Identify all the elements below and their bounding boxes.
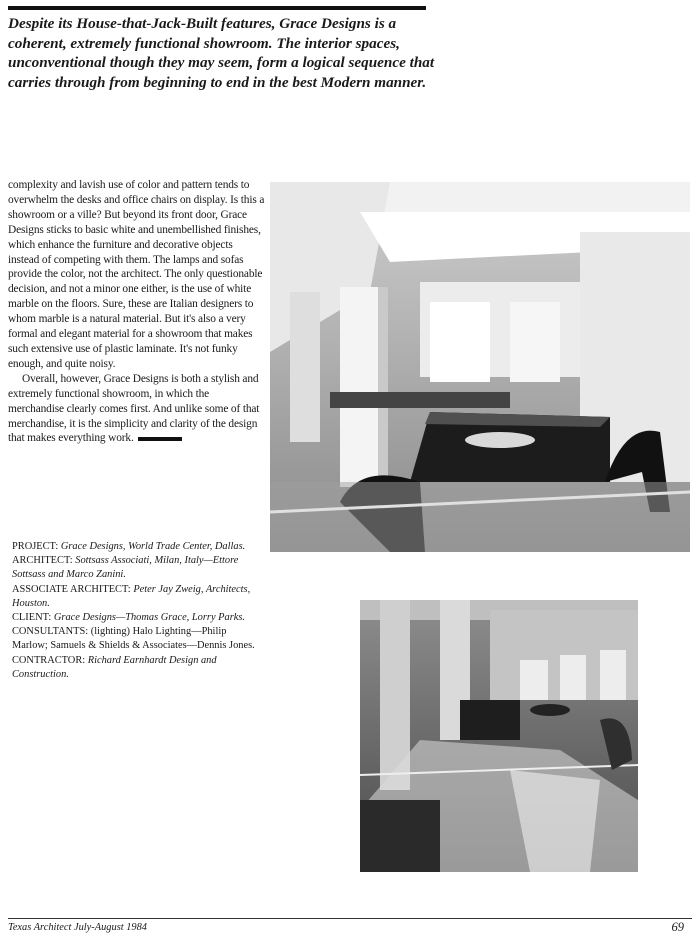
credit-label: PROJECT: (12, 541, 59, 552)
top-rule (8, 6, 426, 10)
pull-quote-line: Despite its House-that-Jack-Built features, Grace Designs is a (8, 15, 397, 32)
credit-associate-architect (12, 583, 262, 611)
body-paragraph: complexity and lavish use of color and pattern tends to overwhelm the desks and office chairs on display. Is this a showroom or a ville? But beyond its front door, Grace Designs sticks to basic white and unembellished finishes, which enhance the furniture and decorative objects instead of competing with them. The lamps and sofas provide the color, not the architect. The only questionable decision, and not a minor one either, is the use of white marble on the floors. Sure, these are Italian designers to whom marble is a natural material. But it's also a very formal and elegant material for a showroom that makes such extensive use of plastic laminate. It's not funky enough, and quite noisy. (8, 179, 265, 370)
credit-value: Grace Designs—Thomas Grace, Lorry Parks. (53, 612, 245, 624)
credit-project (12, 540, 262, 554)
pull-quote-line: unconventional though they may seem, form a logical sequence that (8, 54, 435, 71)
pull-quote (8, 14, 438, 92)
credit-value: Sottsass Associati, Milan, Italy—Ettore Sottsass and Marco Zanini. (12, 555, 239, 581)
body-paragraph-final (8, 372, 266, 447)
credit-value: Richard Earnhardt Design and Construction. (12, 654, 217, 680)
gallery-photo-drawing (360, 600, 638, 872)
showroom-photo-gallery (360, 600, 638, 872)
credit-architect (12, 554, 262, 582)
credit-value: Peter Jay Zweig, Architects, Houston. (12, 583, 251, 609)
showroom-photo-dining-table (270, 182, 690, 552)
credit-label: ARCHITECT: (12, 555, 73, 567)
credit-label: CONSULTANTS: (12, 626, 89, 638)
pull-quote-line: coherent, extremely functional showroom. The interior spaces, (8, 34, 400, 52)
footer-rule (8, 918, 692, 919)
pull-quote-line: carries through from beginning to end in the best Modern manner. (8, 73, 427, 91)
credit-label: CLIENT: (12, 612, 52, 624)
credit-client (12, 611, 262, 625)
end-mark (138, 437, 182, 441)
credit-label: ASSOCIATE ARCHITECT: (12, 583, 131, 595)
project-credits (12, 540, 262, 682)
credit-consultants (12, 625, 262, 653)
page-number: 69 (671, 920, 684, 934)
credit-value: (lighting) Halo Lighting—Philip Marlow; Samuels & Shields & Associates—Dennis Jones. (12, 626, 255, 652)
showroom-photo-drawing (270, 182, 690, 552)
credit-label: CONTRACTOR: (12, 654, 86, 666)
credit-value: Grace Designs, World Trade Center, Dallas. (60, 541, 246, 552)
credit-contractor (12, 654, 262, 682)
body-paragraph-text: Overall, however, Grace Designs is both a stylish and extremely functional showroom, in which the merchandise clearly comes first. And unlike some of that merchandise, it is the simplicity and clarity of the design that makes everything work. (8, 372, 260, 445)
journal-footer: Texas Architect July-August 1984 (8, 922, 147, 933)
article-body-column (8, 178, 266, 446)
